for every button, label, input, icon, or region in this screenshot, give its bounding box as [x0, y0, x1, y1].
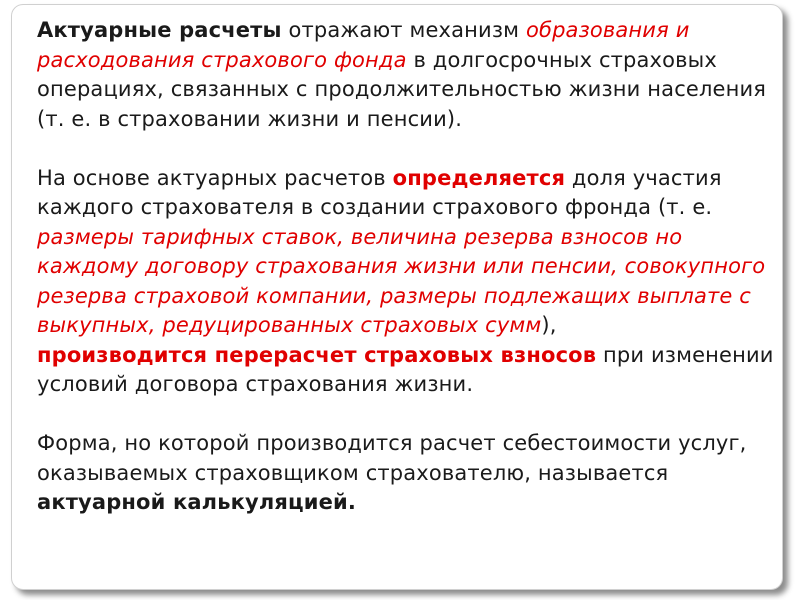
- term-actuarial-costing: актуарной калькуляцией.: [37, 490, 357, 514]
- text-fragment: отражают механизм: [281, 18, 526, 42]
- text-fragment: На основе актуарных расчетов: [37, 165, 393, 190]
- highlight-recalculation: производится перерасчет страховых взносов: [37, 342, 597, 367]
- text-fragment: ),: [541, 313, 557, 337]
- paragraph-actuarial-basis: [37, 164, 777, 400]
- text-fragment: Форма, но которой производится расчет себестоимости услуг, оказываемых страховщиком страхователю, называется: [37, 431, 747, 485]
- highlight-determined: определяется: [392, 165, 566, 190]
- text-fragment: при изменении условий договора страхования жизни.: [37, 342, 774, 396]
- paragraph-gap: [37, 400, 777, 430]
- paragraph-actuarial-definition: [37, 16, 777, 134]
- highlight-tariff-list: размеры тарифных ставок, величина резерва взносов но каждому договору страхования жизни или пенсии, совокупного резерва страховой компании, размеры подлежащих выплате с выкупных, редуцированных страховых сумм: [37, 224, 766, 337]
- term-actuarial-calculations: Актуарные расчеты: [37, 18, 282, 42]
- paragraph-gap: [37, 134, 777, 164]
- text-fragment: в долгосрочных страховых операциях, связанных с продолжительностью жизни населения (т. е. в страховании жизни и пенсии).: [37, 47, 767, 131]
- slide-text: [37, 16, 777, 518]
- paragraph-actuarial-costing: [37, 429, 777, 518]
- text-fragment: доля участия каждого страхователя в создании страхового фронда (т. е.: [37, 165, 722, 219]
- highlight-fund-mechanism: образования и расходования страхового фонда: [37, 18, 690, 72]
